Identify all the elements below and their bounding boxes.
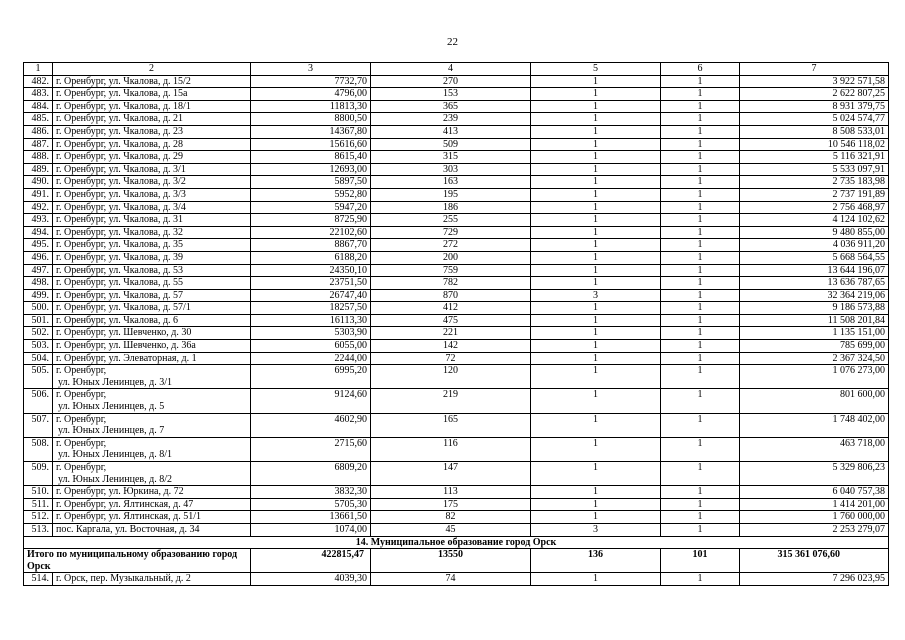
row-people: 221 — [371, 327, 531, 340]
column-header: 6 — [661, 63, 740, 76]
row-cost: 1 135 151,00 — [740, 327, 889, 340]
table-row — [24, 340, 889, 353]
total-row — [24, 549, 889, 573]
row-address: г. Оренбург, ул. Чкалова, д. 35 — [53, 239, 251, 252]
row-area: 16113,30 — [251, 314, 371, 327]
row-col5: 1 — [531, 201, 661, 214]
table-row — [24, 100, 889, 113]
row-col6: 1 — [661, 486, 740, 499]
row-address: г. Оренбург, ул. Чкалова, д. 3/1 — [53, 163, 251, 176]
row-cost: 4 124 102,62 — [740, 214, 889, 227]
row-people: 165 — [371, 413, 531, 437]
row-col5: 1 — [531, 163, 661, 176]
row-number: 492. — [24, 201, 53, 214]
row-col5: 1 — [531, 365, 661, 389]
table-row — [24, 125, 889, 138]
row-people: 303 — [371, 163, 531, 176]
row-area: 9124,60 — [251, 389, 371, 413]
column-header: 2 — [53, 63, 251, 76]
column-number-row — [24, 63, 889, 76]
row-col6: 1 — [661, 151, 740, 164]
row-number: 486. — [24, 125, 53, 138]
row-area: 2715,60 — [251, 437, 371, 461]
row-col5: 1 — [531, 88, 661, 101]
row-area: 18257,50 — [251, 302, 371, 315]
row-number: 490. — [24, 176, 53, 189]
row-address: г. Оренбург, ул. Чкалова, д. 31 — [53, 214, 251, 227]
row-number: 507. — [24, 413, 53, 437]
table-row — [24, 188, 889, 201]
row-col6: 1 — [661, 314, 740, 327]
row-number: 499. — [24, 289, 53, 302]
row-people: 509 — [371, 138, 531, 151]
row-people: 200 — [371, 251, 531, 264]
row-col6: 1 — [661, 462, 740, 486]
row-address: г. Оренбург, ул. Чкалова, д. 21 — [53, 113, 251, 126]
row-number: 509. — [24, 462, 53, 486]
row-col5: 1 — [531, 486, 661, 499]
row-col5: 1 — [531, 113, 661, 126]
section-block — [24, 536, 889, 573]
column-header: 5 — [531, 63, 661, 76]
row-cost: 1 760 000,00 — [740, 511, 889, 524]
row-number: 510. — [24, 486, 53, 499]
row-col5: 1 — [531, 251, 661, 264]
row-area: 5897,50 — [251, 176, 371, 189]
row-number: 497. — [24, 264, 53, 277]
row-address: г. Оренбург, ул. Ялтинская, д. 51/1 — [53, 511, 251, 524]
row-address-line: ул. Юных Ленинцев, д. 5 — [58, 401, 165, 413]
row-cost: 1 414 201,00 — [740, 498, 889, 511]
row-people: 412 — [371, 302, 531, 315]
row-address: г. Оренбург, ул. Чкалова, д. 57 — [53, 289, 251, 302]
row-people: 116 — [371, 437, 531, 461]
row-people: 219 — [371, 389, 531, 413]
row-number: 514. — [24, 573, 53, 586]
row-cost: 5 668 564,55 — [740, 251, 889, 264]
row-col6: 1 — [661, 523, 740, 536]
table-row — [24, 138, 889, 151]
row-address-line: г. Оренбург, — [56, 413, 107, 425]
row-col5: 3 — [531, 523, 661, 536]
total-cost: 315 361 076,60 — [740, 549, 889, 573]
row-area: 8725,90 — [251, 214, 371, 227]
row-address-line: ул. Юных Ленинцев, д. 8/1 — [58, 449, 172, 461]
table-row — [24, 302, 889, 315]
table-row — [24, 365, 889, 389]
row-area: 11813,30 — [251, 100, 371, 113]
section-header-row — [24, 536, 889, 549]
row-area: 6188,20 — [251, 251, 371, 264]
row-number: 511. — [24, 498, 53, 511]
row-people: 272 — [371, 239, 531, 252]
table-row — [24, 251, 889, 264]
row-area: 5952,80 — [251, 188, 371, 201]
row-area: 7732,70 — [251, 75, 371, 88]
row-col6: 1 — [661, 277, 740, 290]
row-people: 475 — [371, 314, 531, 327]
row-col5: 1 — [531, 327, 661, 340]
row-col5: 1 — [531, 125, 661, 138]
row-cost: 2 622 807,25 — [740, 88, 889, 101]
row-number: 498. — [24, 277, 53, 290]
row-col6: 1 — [661, 413, 740, 437]
row-col5: 1 — [531, 239, 661, 252]
row-cost: 5 024 574,77 — [740, 113, 889, 126]
row-address: г. Оренбург, ул. Чкалова, д. 3/3 — [53, 188, 251, 201]
row-col6: 1 — [661, 125, 740, 138]
row-cost: 2 253 279,07 — [740, 523, 889, 536]
row-people: 186 — [371, 201, 531, 214]
column-header: 4 — [371, 63, 531, 76]
row-area: 3832,30 — [251, 486, 371, 499]
row-number: 485. — [24, 113, 53, 126]
row-number: 493. — [24, 214, 53, 227]
row-number: 505. — [24, 365, 53, 389]
row-area: 5705,30 — [251, 498, 371, 511]
row-address: г. Оренбург, ул. Ялтинская, д. 47 — [53, 498, 251, 511]
total-col5: 136 — [531, 549, 661, 573]
row-col5: 1 — [531, 498, 661, 511]
row-number: 495. — [24, 239, 53, 252]
table-row — [24, 201, 889, 214]
row-people: 782 — [371, 277, 531, 290]
row-people: 113 — [371, 486, 531, 499]
row-people: 870 — [371, 289, 531, 302]
row-address: г. Оренбург, ул. Юркина, д. 72 — [53, 486, 251, 499]
row-area: 6809,20 — [251, 462, 371, 486]
column-header: 3 — [251, 63, 371, 76]
row-col5: 1 — [531, 573, 661, 586]
row-address-line: г. Оренбург, — [56, 389, 107, 401]
row-people: 153 — [371, 88, 531, 101]
row-cost: 7 296 023,95 — [740, 573, 889, 586]
table-row — [24, 277, 889, 290]
row-people: 74 — [371, 573, 531, 586]
row-people: 270 — [371, 75, 531, 88]
row-col6: 1 — [661, 176, 740, 189]
row-number: 491. — [24, 188, 53, 201]
row-number: 484. — [24, 100, 53, 113]
row-people: 195 — [371, 188, 531, 201]
table-body-after — [24, 573, 889, 586]
row-people: 729 — [371, 226, 531, 239]
row-cost: 13 644 196,07 — [740, 264, 889, 277]
row-address: г. Орск, пер. Музыкальный, д. 2 — [53, 573, 251, 586]
row-col6: 1 — [661, 201, 740, 214]
row-address-line: ул. Юных Ленинцев, д. 3/1 — [58, 376, 172, 388]
table-row — [24, 264, 889, 277]
row-address-line: г. Оренбург, — [56, 437, 107, 449]
row-col6: 1 — [661, 289, 740, 302]
row-col5: 1 — [531, 511, 661, 524]
row-address: г. Оренбург, ул. Чкалова, д. 39 — [53, 251, 251, 264]
row-col5: 1 — [531, 277, 661, 290]
row-people: 255 — [371, 214, 531, 227]
row-col6: 1 — [661, 437, 740, 461]
row-area: 14367,80 — [251, 125, 371, 138]
row-number: 508. — [24, 437, 53, 461]
row-col5: 3 — [531, 289, 661, 302]
row-address: г. Оренбург, ул. Шевченко, д. 36а — [53, 340, 251, 353]
row-col6: 1 — [661, 239, 740, 252]
row-people: 45 — [371, 523, 531, 536]
row-area: 8800,50 — [251, 113, 371, 126]
row-address: г. Оренбург, ул. Чкалова, д. 15/2 — [53, 75, 251, 88]
row-people: 72 — [371, 352, 531, 365]
table-row — [24, 75, 889, 88]
section-title: 14. Муниципальное образование город Орск — [24, 536, 889, 549]
row-area: 4602,90 — [251, 413, 371, 437]
row-address — [53, 365, 251, 389]
total-area: 422815,47 — [251, 549, 371, 573]
row-col5: 1 — [531, 214, 661, 227]
row-number: 501. — [24, 314, 53, 327]
row-address-line: ул. Юных Ленинцев, д. 8/2 — [58, 473, 172, 485]
row-address — [53, 437, 251, 461]
row-cost: 13 636 787,65 — [740, 277, 889, 290]
row-address: г. Оренбург, ул. Чкалова, д. 55 — [53, 277, 251, 290]
table-row — [24, 437, 889, 461]
row-col6: 1 — [661, 163, 740, 176]
row-number: 513. — [24, 523, 53, 536]
row-address — [53, 462, 251, 486]
row-col6: 1 — [661, 264, 740, 277]
row-col5: 1 — [531, 264, 661, 277]
page-number: 22 — [447, 36, 458, 48]
row-col6: 1 — [661, 365, 740, 389]
row-people: 142 — [371, 340, 531, 353]
row-cost: 785 699,00 — [740, 340, 889, 353]
total-people: 13550 — [371, 549, 531, 573]
table-row — [24, 314, 889, 327]
row-col5: 1 — [531, 226, 661, 239]
row-people: 82 — [371, 511, 531, 524]
row-cost: 9 480 855,00 — [740, 226, 889, 239]
row-cost: 2 756 468,97 — [740, 201, 889, 214]
row-address-line: г. Оренбург, — [56, 365, 107, 377]
row-cost: 32 364 219,06 — [740, 289, 889, 302]
row-col6: 1 — [661, 138, 740, 151]
row-col5: 1 — [531, 437, 661, 461]
row-col6: 1 — [661, 352, 740, 365]
row-address: г. Оренбург, ул. Чкалова, д. 32 — [53, 226, 251, 239]
row-area: 1074,00 — [251, 523, 371, 536]
row-address: г. Оренбург, ул. Чкалова, д. 18/1 — [53, 100, 251, 113]
row-col5: 1 — [531, 176, 661, 189]
table-row — [24, 389, 889, 413]
row-col6: 1 — [661, 113, 740, 126]
row-col6: 1 — [661, 498, 740, 511]
row-cost: 463 718,00 — [740, 437, 889, 461]
row-cost: 9 186 573,88 — [740, 302, 889, 315]
row-number: 488. — [24, 151, 53, 164]
table-row — [24, 462, 889, 486]
row-people: 175 — [371, 498, 531, 511]
column-header: 1 — [24, 63, 53, 76]
row-col6: 1 — [661, 75, 740, 88]
table-body-before — [24, 63, 889, 537]
row-cost: 8 931 379,75 — [740, 100, 889, 113]
table-row — [24, 511, 889, 524]
row-area: 2244,00 — [251, 352, 371, 365]
row-col6: 1 — [661, 214, 740, 227]
row-col6: 1 — [661, 226, 740, 239]
row-cost: 5 116 321,91 — [740, 151, 889, 164]
row-area: 12693,00 — [251, 163, 371, 176]
row-address: г. Оренбург, ул. Элеваторная, д. 1 — [53, 352, 251, 365]
column-header: 7 — [740, 63, 889, 76]
row-col6: 1 — [661, 302, 740, 315]
row-area: 5947,20 — [251, 201, 371, 214]
table-row — [24, 226, 889, 239]
row-number: 503. — [24, 340, 53, 353]
row-area: 5303,90 — [251, 327, 371, 340]
table-row — [24, 352, 889, 365]
row-col5: 1 — [531, 138, 661, 151]
row-cost: 8 508 533,01 — [740, 125, 889, 138]
row-number: 496. — [24, 251, 53, 264]
table-row — [24, 88, 889, 101]
row-col5: 1 — [531, 151, 661, 164]
table-row — [24, 413, 889, 437]
row-col6: 1 — [661, 389, 740, 413]
table-row — [24, 239, 889, 252]
row-address — [53, 413, 251, 437]
row-number: 487. — [24, 138, 53, 151]
row-people: 365 — [371, 100, 531, 113]
row-address: г. Оренбург, ул. Чкалова, д. 28 — [53, 138, 251, 151]
row-area: 24350,10 — [251, 264, 371, 277]
row-col6: 1 — [661, 327, 740, 340]
row-address: г. Оренбург, ул. Чкалова, д. 15а — [53, 88, 251, 101]
row-address-line: ул. Юных Ленинцев, д. 7 — [58, 425, 165, 437]
register-table — [23, 62, 889, 586]
total-col6: 101 — [661, 549, 740, 573]
row-area: 8867,70 — [251, 239, 371, 252]
row-area: 15616,60 — [251, 138, 371, 151]
table-row — [24, 486, 889, 499]
row-col5: 1 — [531, 188, 661, 201]
table-row — [24, 151, 889, 164]
row-cost: 5 329 806,23 — [740, 462, 889, 486]
row-col5: 1 — [531, 462, 661, 486]
row-cost: 6 040 757,38 — [740, 486, 889, 499]
table-row — [24, 573, 889, 586]
row-number: 512. — [24, 511, 53, 524]
total-label: Итого по муниципальному образованию город Орск — [24, 549, 251, 573]
row-address: г. Оренбург, ул. Чкалова, д. 53 — [53, 264, 251, 277]
row-area: 8615,40 — [251, 151, 371, 164]
row-cost: 2 735 183,98 — [740, 176, 889, 189]
row-col6: 1 — [661, 188, 740, 201]
row-col5: 1 — [531, 352, 661, 365]
row-number: 482. — [24, 75, 53, 88]
row-address: г. Оренбург, ул. Чкалова, д. 29 — [53, 151, 251, 164]
row-people: 315 — [371, 151, 531, 164]
row-people: 147 — [371, 462, 531, 486]
row-col5: 1 — [531, 100, 661, 113]
row-area: 4039,30 — [251, 573, 371, 586]
row-col6: 1 — [661, 573, 740, 586]
row-cost: 801 600,00 — [740, 389, 889, 413]
row-area: 13661,50 — [251, 511, 371, 524]
table-row — [24, 176, 889, 189]
row-cost: 11 508 201,84 — [740, 314, 889, 327]
row-number: 489. — [24, 163, 53, 176]
table-row — [24, 498, 889, 511]
row-address: г. Оренбург, ул. Чкалова, д. 3/4 — [53, 201, 251, 214]
row-area: 6995,20 — [251, 365, 371, 389]
row-cost: 2 367 324,50 — [740, 352, 889, 365]
table-row — [24, 327, 889, 340]
table-row — [24, 289, 889, 302]
row-address-line: г. Оренбург, — [56, 462, 107, 473]
row-address: г. Оренбург, ул. Чкалова, д. 57/1 — [53, 302, 251, 315]
row-number: 483. — [24, 88, 53, 101]
row-address — [53, 389, 251, 413]
row-number: 502. — [24, 327, 53, 340]
row-address: г. Оренбург, ул. Чкалова, д. 6 — [53, 314, 251, 327]
row-area: 4796,00 — [251, 88, 371, 101]
row-cost: 2 737 191,89 — [740, 188, 889, 201]
row-cost: 1 748 402,00 — [740, 413, 889, 437]
row-cost: 10 546 118,02 — [740, 138, 889, 151]
row-col6: 1 — [661, 100, 740, 113]
row-cost: 1 076 273,00 — [740, 365, 889, 389]
row-cost: 4 036 911,20 — [740, 239, 889, 252]
table-row — [24, 523, 889, 536]
row-cost: 5 533 097,91 — [740, 163, 889, 176]
row-people: 239 — [371, 113, 531, 126]
row-people: 163 — [371, 176, 531, 189]
row-cost: 3 922 571,58 — [740, 75, 889, 88]
row-col5: 1 — [531, 314, 661, 327]
row-number: 494. — [24, 226, 53, 239]
row-address: г. Оренбург, ул. Чкалова, д. 3/2 — [53, 176, 251, 189]
row-area: 6055,00 — [251, 340, 371, 353]
row-number: 500. — [24, 302, 53, 315]
row-col6: 1 — [661, 251, 740, 264]
row-number: 504. — [24, 352, 53, 365]
row-address: пос. Каргала, ул. Восточная, д. 34 — [53, 523, 251, 536]
row-number: 506. — [24, 389, 53, 413]
row-col5: 1 — [531, 75, 661, 88]
row-area: 23751,50 — [251, 277, 371, 290]
table-row — [24, 163, 889, 176]
row-col6: 1 — [661, 88, 740, 101]
row-area: 26747,40 — [251, 289, 371, 302]
row-col5: 1 — [531, 389, 661, 413]
row-area: 22102,60 — [251, 226, 371, 239]
row-col5: 1 — [531, 302, 661, 315]
row-col5: 1 — [531, 340, 661, 353]
row-col5: 1 — [531, 413, 661, 437]
table-row — [24, 214, 889, 227]
row-address: г. Оренбург, ул. Чкалова, д. 23 — [53, 125, 251, 138]
table-row — [24, 113, 889, 126]
row-people: 413 — [371, 125, 531, 138]
row-col6: 1 — [661, 511, 740, 524]
row-address: г. Оренбург, ул. Шевченко, д. 30 — [53, 327, 251, 340]
row-people: 120 — [371, 365, 531, 389]
row-people: 759 — [371, 264, 531, 277]
row-col6: 1 — [661, 340, 740, 353]
